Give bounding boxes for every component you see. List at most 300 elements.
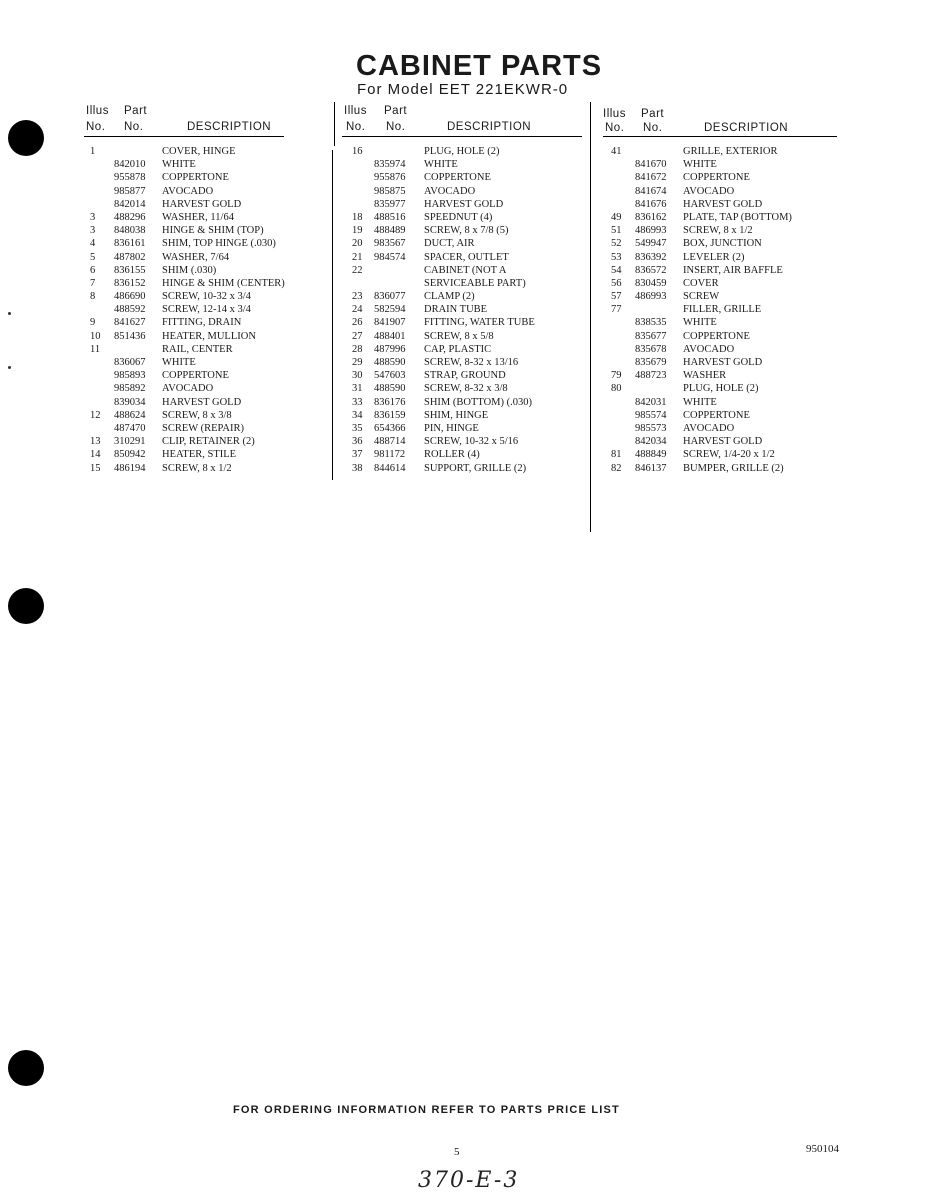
- illus-number: 3: [90, 211, 96, 223]
- part-description: WHITE: [683, 396, 717, 408]
- parts-row: [84, 316, 284, 329]
- illus-number: 3: [90, 225, 96, 237]
- illus-number: 9: [90, 317, 96, 329]
- part-description: HARVEST GOLD: [683, 357, 763, 368]
- part-description: SHIM, TOP HINGE (.030): [162, 238, 276, 250]
- part-description: INSERT, AIR BAFFLE: [683, 264, 783, 276]
- part-description: WHITE: [162, 357, 196, 368]
- part-number: 836152: [114, 277, 146, 289]
- part-description: BOX, JUNCTION: [683, 238, 762, 250]
- parts-row: [342, 158, 582, 171]
- column-divider: [590, 102, 591, 532]
- part-description: SCREW: [683, 291, 720, 303]
- part-number: 488590: [374, 357, 406, 368]
- part-number: 654366: [374, 422, 406, 434]
- part-description: SCREW, 8-32 x 13/16: [424, 357, 519, 368]
- part-number: 985877: [114, 185, 146, 197]
- part-number: 487802: [114, 251, 146, 263]
- parts-row: [603, 422, 837, 435]
- binder-hole-bottom: [8, 1050, 44, 1086]
- part-number: 838535: [635, 317, 667, 329]
- illus-number: 19: [352, 225, 363, 237]
- part-description: SCREW, 8-32 x 3/8: [424, 383, 508, 395]
- scan-speck: [8, 312, 11, 315]
- part-description: AVOCADO: [162, 383, 214, 395]
- illus-number: 49: [611, 211, 622, 223]
- part-description: CLAMP (2): [424, 291, 475, 303]
- parts-row: [603, 185, 837, 198]
- part-number: 842034: [635, 436, 667, 448]
- parts-row: [603, 356, 837, 369]
- part-number: 488401: [374, 330, 406, 342]
- parts-row: [603, 303, 837, 316]
- part-number: 488296: [114, 211, 146, 223]
- column-header: [84, 105, 284, 137]
- illus-number: 6: [90, 264, 96, 276]
- part-number: 846137: [635, 462, 667, 474]
- parts-row: [603, 396, 837, 409]
- part-description: AVOCADO: [683, 422, 735, 434]
- illus-number: 81: [611, 449, 622, 461]
- parts-row: [84, 198, 284, 211]
- part-number: 835678: [635, 343, 667, 355]
- part-description: CLIP, RETAINER (2): [162, 436, 255, 448]
- part-description: HINGE & SHIM (TOP): [162, 225, 264, 237]
- part-description: HEATER, STILE: [162, 449, 237, 461]
- parts-row: [342, 171, 582, 184]
- part-number: 487470: [114, 422, 146, 434]
- part-description: PLUG, HOLE (2): [683, 383, 759, 395]
- parts-row: [84, 330, 284, 343]
- parts-row: [84, 277, 284, 290]
- part-number: 842014: [114, 198, 146, 210]
- binder-hole-middle: [8, 588, 44, 624]
- illus-number: 22: [352, 264, 363, 276]
- part-description: SHIM (BOTTOM) (.030): [424, 396, 533, 408]
- parts-row: [342, 396, 582, 409]
- part-number: 851436: [114, 330, 146, 342]
- parts-list: [603, 145, 837, 475]
- part-description: WHITE: [683, 159, 717, 171]
- illus-number: 13: [90, 436, 101, 448]
- illus-number: 24: [352, 304, 363, 316]
- part-description: DUCT, AIR: [424, 238, 475, 250]
- parts-row: [342, 435, 582, 448]
- part-number: 985875: [374, 185, 406, 197]
- parts-row: [603, 198, 837, 211]
- illus-number: 29: [352, 357, 363, 368]
- parts-row: [342, 343, 582, 356]
- part-no-label: No.: [124, 121, 144, 133]
- part-description: HARVEST GOLD: [162, 198, 242, 210]
- parts-row: [342, 237, 582, 250]
- part-number: 488516: [374, 211, 406, 223]
- part-description: AVOCADO: [683, 185, 735, 197]
- part-number: 836392: [635, 251, 667, 263]
- part-number: 836159: [374, 409, 406, 421]
- part-number: 836155: [114, 264, 146, 276]
- part-description: RAIL, CENTER: [162, 343, 233, 355]
- illus-number: 27: [352, 330, 363, 342]
- part-description: SERVICEABLE PART): [424, 277, 526, 289]
- part-number: 488592: [114, 304, 146, 316]
- part-number: 835974: [374, 159, 406, 171]
- illus-number: 5: [90, 251, 96, 263]
- illus-number: 38: [352, 462, 363, 474]
- part-description: WHITE: [424, 159, 458, 171]
- parts-row: [84, 369, 284, 382]
- illus-number: 34: [352, 409, 363, 421]
- illus-number: 23: [352, 291, 363, 303]
- part-number: 836161: [114, 238, 146, 250]
- part-number: 841676: [635, 198, 667, 210]
- header-rule: [84, 136, 284, 137]
- illus-number: 12: [90, 409, 101, 421]
- illus-number: 82: [611, 462, 622, 474]
- illus-number: 77: [611, 304, 622, 316]
- document-code: 950104: [806, 1143, 839, 1155]
- part-description: SHIM (.030): [162, 264, 217, 276]
- part-description: SCREW, 8 x 7/8 (5): [424, 225, 509, 237]
- part-description: HARVEST GOLD: [424, 198, 504, 210]
- parts-column-2: [342, 105, 582, 475]
- parts-row: [342, 303, 582, 316]
- part-number: 850942: [114, 449, 146, 461]
- part-description: COPPERTONE: [424, 172, 491, 184]
- page-number: 5: [454, 1146, 460, 1158]
- part-label: Part: [384, 105, 408, 117]
- illus-number: 37: [352, 449, 363, 461]
- part-description: SCREW, 12-14 x 3/4: [162, 304, 251, 316]
- part-description: SCREW, 8 x 1/2: [683, 225, 753, 237]
- part-description: GRILLE, EXTERIOR: [683, 146, 778, 157]
- illus-number: 31: [352, 383, 363, 395]
- part-number: 487996: [374, 343, 406, 355]
- part-no-label: No.: [386, 121, 406, 133]
- illus-number: 26: [352, 317, 363, 329]
- part-number: 984574: [374, 251, 406, 263]
- part-description: HARVEST GOLD: [683, 198, 763, 210]
- illus-number: 15: [90, 462, 101, 474]
- parts-row: [342, 382, 582, 395]
- part-description: HARVEST GOLD: [162, 396, 242, 408]
- part-description: PIN, HINGE: [424, 422, 479, 434]
- illus-number: 18: [352, 211, 363, 223]
- part-number: 985893: [114, 370, 146, 382]
- part-number: 486690: [114, 291, 146, 303]
- part-no-label: No.: [643, 122, 663, 134]
- illus-number: 7: [90, 277, 96, 289]
- part-number: 983567: [374, 238, 406, 250]
- parts-row: [84, 237, 284, 250]
- part-description: STRAP, GROUND: [424, 370, 506, 382]
- part-number: 836572: [635, 264, 667, 276]
- parts-row: [342, 316, 582, 329]
- illus-no-label: No.: [605, 122, 625, 134]
- part-number: 836176: [374, 396, 406, 408]
- parts-row: [603, 224, 837, 237]
- parts-row: [342, 185, 582, 198]
- parts-row: [342, 330, 582, 343]
- column-header: [603, 105, 837, 137]
- part-number: 582594: [374, 304, 406, 316]
- parts-row: [342, 448, 582, 461]
- part-description: CABINET (NOT A: [424, 264, 507, 276]
- column-divider: [332, 150, 333, 480]
- part-label: Part: [641, 108, 665, 120]
- part-description: SCREW, 8 x 3/8: [162, 409, 232, 421]
- parts-row: [603, 435, 837, 448]
- part-number: 836067: [114, 357, 146, 368]
- parts-row: [603, 264, 837, 277]
- part-description: WASHER, 11/64: [162, 211, 234, 223]
- parts-row: [603, 211, 837, 224]
- illus-number: 20: [352, 238, 363, 250]
- part-description: SCREW, 8 x 1/2: [162, 462, 232, 474]
- part-number: 486194: [114, 462, 146, 474]
- parts-row: [603, 369, 837, 382]
- parts-row: [603, 158, 837, 171]
- illus-number: 10: [90, 330, 101, 342]
- parts-row: [342, 211, 582, 224]
- part-description: WHITE: [683, 317, 717, 329]
- illus-number: 14: [90, 449, 101, 461]
- parts-row: [84, 422, 284, 435]
- part-number: 955878: [114, 172, 146, 184]
- part-number: 835677: [635, 330, 667, 342]
- part-number: 841674: [635, 185, 667, 197]
- parts-row: [603, 251, 837, 264]
- parts-row: [84, 251, 284, 264]
- parts-row: [84, 290, 284, 303]
- part-number: 836162: [635, 211, 667, 223]
- parts-column-3: [603, 105, 837, 475]
- part-description: SCREW, 10-32 x 3/4: [162, 291, 251, 303]
- part-number: 841907: [374, 317, 406, 329]
- illus-number: 28: [352, 343, 363, 355]
- parts-row: [84, 409, 284, 422]
- part-description: COPPERTONE: [683, 172, 750, 184]
- part-number: 981172: [374, 449, 406, 461]
- parts-row: [84, 264, 284, 277]
- parts-row: [603, 330, 837, 343]
- part-description: SUPPORT, GRILLE (2): [424, 462, 527, 474]
- part-description: SCREW, 10-32 x 5/16: [424, 436, 519, 448]
- page-title: CABINET PARTS: [356, 50, 603, 82]
- part-description: BUMPER, GRILLE (2): [683, 462, 784, 474]
- parts-row: [603, 145, 837, 158]
- part-description: SCREW, 8 x 5/8: [424, 330, 494, 342]
- part-label: Part: [124, 105, 148, 117]
- parts-column-1: [84, 105, 284, 475]
- illus-number: 35: [352, 422, 363, 434]
- illus-number: 11: [90, 343, 101, 355]
- part-number: 547603: [374, 370, 406, 382]
- header-rule: [342, 136, 582, 137]
- illus-number: 51: [611, 225, 622, 237]
- part-number: 835679: [635, 357, 667, 368]
- part-description: AVOCADO: [424, 185, 476, 197]
- part-description: SCREW, 1/4-20 x 1/2: [683, 449, 775, 461]
- part-number: 985892: [114, 383, 146, 395]
- part-description: DRAIN TUBE: [424, 304, 488, 316]
- part-number: 985573: [635, 422, 667, 434]
- illus-number: 30: [352, 370, 363, 382]
- part-number: 839034: [114, 396, 146, 408]
- parts-row: [84, 356, 284, 369]
- illus-number: 4: [90, 238, 96, 250]
- parts-row: [342, 264, 582, 277]
- part-number: 841670: [635, 159, 667, 171]
- illus-number: 56: [611, 277, 622, 289]
- illus-number: 52: [611, 238, 622, 250]
- illus-number: 57: [611, 291, 622, 303]
- parts-row: [342, 356, 582, 369]
- illus-no-label: No.: [346, 121, 366, 133]
- part-number: 549947: [635, 238, 667, 250]
- header-rule: [603, 136, 837, 137]
- parts-row: [84, 396, 284, 409]
- part-description: HEATER, MULLION: [162, 330, 256, 342]
- part-description: WASHER: [683, 370, 727, 382]
- illus-number: 16: [352, 146, 363, 157]
- description-label: DESCRIPTION: [187, 121, 272, 133]
- parts-row: [603, 237, 837, 250]
- parts-row: [342, 422, 582, 435]
- illus-label: Illus: [344, 105, 367, 117]
- illus-number: 8: [90, 291, 96, 303]
- parts-row: [603, 316, 837, 329]
- part-description: COVER: [683, 277, 719, 289]
- column-header: [342, 105, 582, 137]
- parts-row: [84, 382, 284, 395]
- part-description: SHIM, HINGE: [424, 409, 489, 421]
- part-description: WHITE: [162, 159, 196, 171]
- parts-row: [342, 290, 582, 303]
- model-subtitle: For Model EET 221EKWR-0: [357, 81, 569, 98]
- parts-row: [603, 171, 837, 184]
- part-number: 488723: [635, 370, 667, 382]
- parts-row: [603, 382, 837, 395]
- part-number: 844614: [374, 462, 406, 474]
- illus-number: 1: [90, 146, 96, 157]
- part-number: 841627: [114, 317, 146, 329]
- column-divider: [334, 102, 335, 146]
- illus-number: 21: [352, 251, 363, 263]
- part-description: COPPERTONE: [683, 409, 750, 421]
- part-number: 486993: [635, 225, 667, 237]
- part-description: COVER, HINGE: [162, 146, 236, 157]
- description-label: DESCRIPTION: [704, 122, 789, 134]
- part-description: LEVELER (2): [683, 251, 745, 263]
- illus-label: Illus: [603, 108, 626, 120]
- part-number: 488849: [635, 449, 667, 461]
- part-number: 985574: [635, 409, 667, 421]
- parts-list: [342, 145, 582, 475]
- part-description: SPACER, OUTLET: [424, 251, 509, 263]
- parts-row: [84, 171, 284, 184]
- part-number: 835977: [374, 198, 406, 210]
- part-number: 488624: [114, 409, 146, 421]
- binder-hole-top: [8, 120, 44, 156]
- parts-row: [603, 409, 837, 422]
- parts-row: [342, 277, 582, 290]
- parts-row: [342, 145, 582, 158]
- parts-row: [603, 448, 837, 461]
- parts-row: [84, 303, 284, 316]
- description-label: DESCRIPTION: [447, 121, 532, 133]
- illus-label: Illus: [86, 105, 109, 117]
- parts-row: [342, 369, 582, 382]
- part-description: ROLLER (4): [424, 449, 480, 461]
- illus-number: 53: [611, 251, 622, 263]
- parts-row: [84, 448, 284, 461]
- part-number: 842010: [114, 159, 146, 171]
- part-description: PLATE, TAP (BOTTOM): [683, 211, 792, 223]
- illus-no-label: No.: [86, 121, 106, 133]
- part-number: 488590: [374, 383, 406, 395]
- parts-row: [84, 145, 284, 158]
- part-description: COPPERTONE: [683, 330, 750, 342]
- parts-row: [84, 462, 284, 475]
- illus-number: 33: [352, 396, 363, 408]
- part-description: SCREW (REPAIR): [162, 422, 244, 434]
- part-number: 830459: [635, 277, 667, 289]
- illus-number: 80: [611, 383, 622, 395]
- part-number: 836077: [374, 291, 406, 303]
- parts-row: [84, 158, 284, 171]
- scan-speck: [8, 366, 11, 369]
- parts-row: [84, 343, 284, 356]
- part-description: FITTING, WATER TUBE: [424, 317, 535, 329]
- parts-row: [603, 277, 837, 290]
- part-description: HARVEST GOLD: [683, 436, 763, 448]
- illus-number: 79: [611, 370, 622, 382]
- part-description: AVOCADO: [683, 343, 735, 355]
- parts-row: [342, 224, 582, 237]
- parts-row: [342, 462, 582, 475]
- part-number: 486993: [635, 291, 667, 303]
- parts-row: [342, 251, 582, 264]
- part-description: WASHER, 7/64: [162, 251, 230, 263]
- part-number: 488489: [374, 225, 406, 237]
- parts-row: [84, 435, 284, 448]
- part-description: AVOCADO: [162, 185, 214, 197]
- illus-number: 41: [611, 146, 622, 157]
- parts-row: [342, 198, 582, 211]
- parts-row: [84, 185, 284, 198]
- part-description: HINGE & SHIM (CENTER): [162, 277, 285, 289]
- part-number: 848038: [114, 225, 146, 237]
- handwritten-note: 370-E-3: [418, 1168, 520, 1193]
- part-description: COPPERTONE: [162, 370, 229, 382]
- parts-row: [603, 343, 837, 356]
- illus-number: 36: [352, 436, 363, 448]
- illus-number: 54: [611, 264, 622, 276]
- part-description: SPEEDNUT (4): [424, 211, 493, 223]
- parts-row: [603, 290, 837, 303]
- part-number: 488714: [374, 436, 406, 448]
- part-description: FILLER, GRILLE: [683, 304, 762, 316]
- parts-row: [84, 211, 284, 224]
- part-number: 842031: [635, 396, 667, 408]
- parts-row: [342, 409, 582, 422]
- part-number: 310291: [114, 436, 146, 448]
- parts-row: [84, 224, 284, 237]
- parts-row: [603, 462, 837, 475]
- part-description: COPPERTONE: [162, 172, 229, 184]
- part-description: PLUG, HOLE (2): [424, 146, 500, 157]
